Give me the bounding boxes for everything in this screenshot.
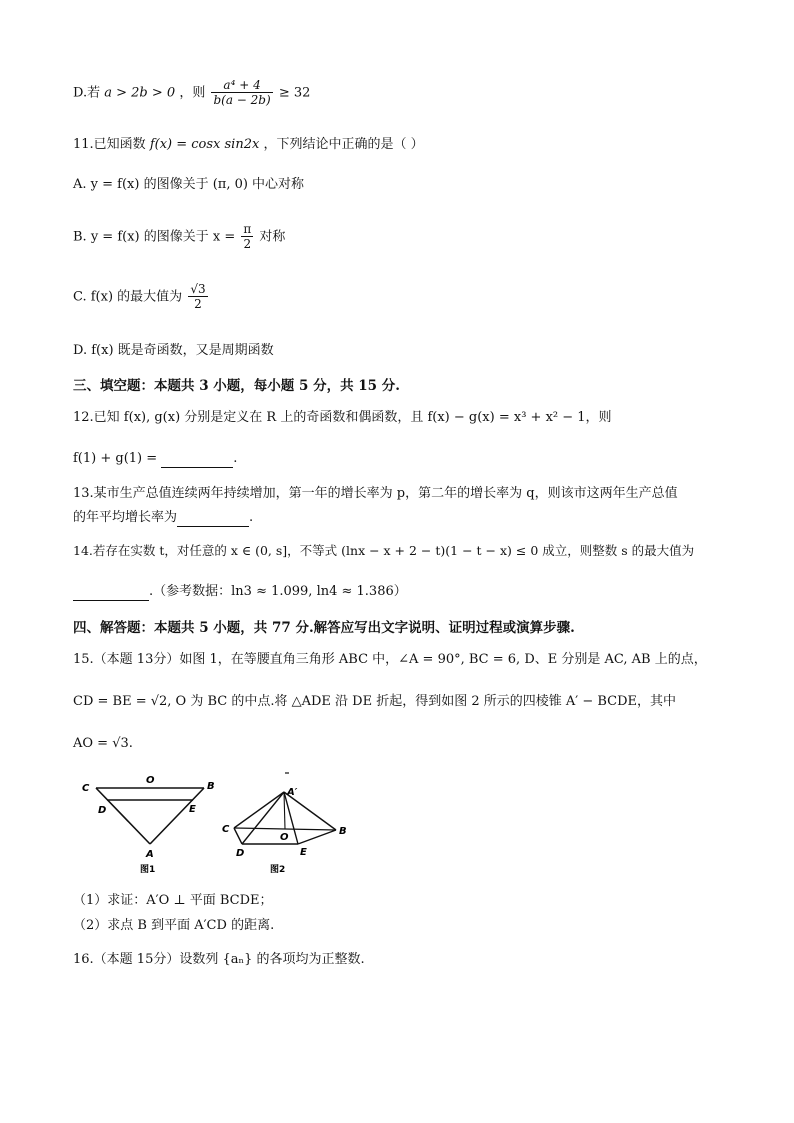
fig2-edge-cd	[234, 828, 242, 844]
q10d-suffix: ≥ 32	[278, 85, 311, 101]
q11b-post: 对称	[259, 229, 286, 245]
q10d-denominator: b(a − 2b)	[213, 93, 271, 108]
fig2-label-e: E	[300, 847, 307, 858]
q10-option-d	[73, 78, 310, 108]
q11-stem-func: f(x) = cosx sin2x	[149, 137, 260, 152]
q10d-mid: ，则	[179, 85, 206, 101]
section4-heading: 四、解答题：本题共 5 小题，共 77 分.解答应写出文字说明、证明过程或演算步骤.	[73, 620, 575, 636]
fig2-label-aprime: A′	[287, 787, 298, 798]
q15-line1: 15.（本题 13分）如图 1，在等腰直角三角形 ABC 中，∠A = 90°, BC = 6, D、E 分别是 AC, AB 上的点，	[73, 652, 707, 667]
figure1	[82, 775, 215, 875]
q15-subquestion-2: （2）求点 B 到平面 A′CD 的距离.	[73, 918, 275, 933]
q15-figure-svg	[76, 768, 356, 880]
q13-line1: 13.某市生产总值连续两年持续增加，第一年的增长率为 p，第二年的增长率为 q，则该市这两年生产总值	[73, 486, 678, 501]
q15-line3: AO = √3.	[73, 736, 133, 751]
q15-figure	[76, 768, 356, 884]
q12-line2-pre: f(1) + g(1) =	[73, 451, 158, 466]
fig1-label-c: C	[82, 783, 90, 794]
q11b-den: 2	[243, 237, 252, 252]
q11b-pre: B. y = f(x) 的图像关于 x =	[73, 229, 236, 245]
q10d-condition: a > 2b > 0	[104, 85, 176, 101]
figure2	[222, 773, 347, 875]
q12-line2	[73, 451, 237, 468]
q13-line2	[73, 510, 253, 527]
q11c-fraction	[188, 282, 207, 312]
fig2-caption: 图2	[270, 865, 286, 875]
q10d-fraction	[211, 78, 272, 108]
q14-line1: 14.若存在实数 t，对任意的 x ∈ (0, s]，不等式 (lnx − x + 2 − t)(1 − t − x) ≤ 0 成立，则整数 s 的最大值为	[73, 543, 695, 558]
q16-line1: 16.（本题 15分）设数列 {aₙ} 的各项均为正整数.	[73, 952, 365, 967]
fig1-label-b: B	[207, 781, 215, 792]
q11b-num: π	[243, 222, 252, 236]
q14-line2-post: .（参考数据：ln3 ≈ 1.099, ln4 ≈ 1.386）	[149, 584, 407, 599]
fig2-label-d: D	[236, 848, 245, 859]
q14-line2	[73, 584, 407, 601]
fig2-label-o: O	[280, 832, 289, 843]
q15-line2: CD = BE = √2, O 为 BC 的中点.将 △ADE 沿 DE 折起，得到如图 2 所示的四棱锥 A′ − BCDE，其中	[73, 694, 677, 709]
q13-answer-blank[interactable]	[177, 510, 249, 527]
fig1-edge-ca	[96, 788, 150, 844]
q11-option-d: D. f(x) 既是奇函数，又是周期函数	[73, 343, 274, 358]
q11c-den: 2	[194, 297, 202, 312]
fig2-label-c: C	[222, 824, 230, 835]
q13-line2-post: .	[249, 510, 254, 525]
q11-stem-b: ，下列结论中正确的是（ ）	[263, 137, 424, 152]
q11-option-b	[73, 222, 285, 252]
section3-heading: 三、填空题：本题共 3 小题，每小题 5 分，共 15 分.	[73, 378, 400, 394]
q11-stem-a: 11.已知函数	[73, 137, 146, 152]
fig1-label-e: E	[189, 804, 196, 815]
q12-line2-post: .	[233, 451, 238, 466]
q14-answer-blank[interactable]	[73, 584, 149, 601]
fig1-caption: 图1	[140, 865, 156, 875]
q12-answer-blank[interactable]	[161, 451, 233, 468]
fig2-edge-eb	[298, 830, 336, 844]
q11-stem	[73, 137, 424, 153]
fig1-label-a: A	[146, 849, 154, 860]
fig2-label-b: B	[339, 826, 347, 837]
q11c-num: √3	[190, 282, 206, 296]
q13-line2-pre: 的年平均增长率为	[73, 510, 178, 525]
q11-option-c	[73, 282, 210, 312]
q11c-pre: C. f(x) 的最大值为	[73, 289, 183, 305]
q12-line1: 12.已知 f(x), g(x) 分别是定义在 R 上的奇函数和偶函数，且 f(x) − g(x) = x³ + x² − 1，则	[73, 410, 612, 425]
q11-option-a: A. y = f(x) 的图像关于 (π, 0) 中心对称	[73, 177, 305, 192]
q10d-numerator: a⁴ + 4	[211, 78, 272, 93]
q11b-fraction	[241, 222, 253, 252]
q10d-prefix: D.若	[73, 85, 101, 101]
fig1-label-o: O	[146, 775, 155, 786]
q15-subquestion-1: （1）求证：A′O ⊥ 平面 BCDE；	[73, 893, 273, 908]
fig1-edge-ba	[150, 788, 204, 844]
fig1-label-d: D	[98, 805, 107, 816]
